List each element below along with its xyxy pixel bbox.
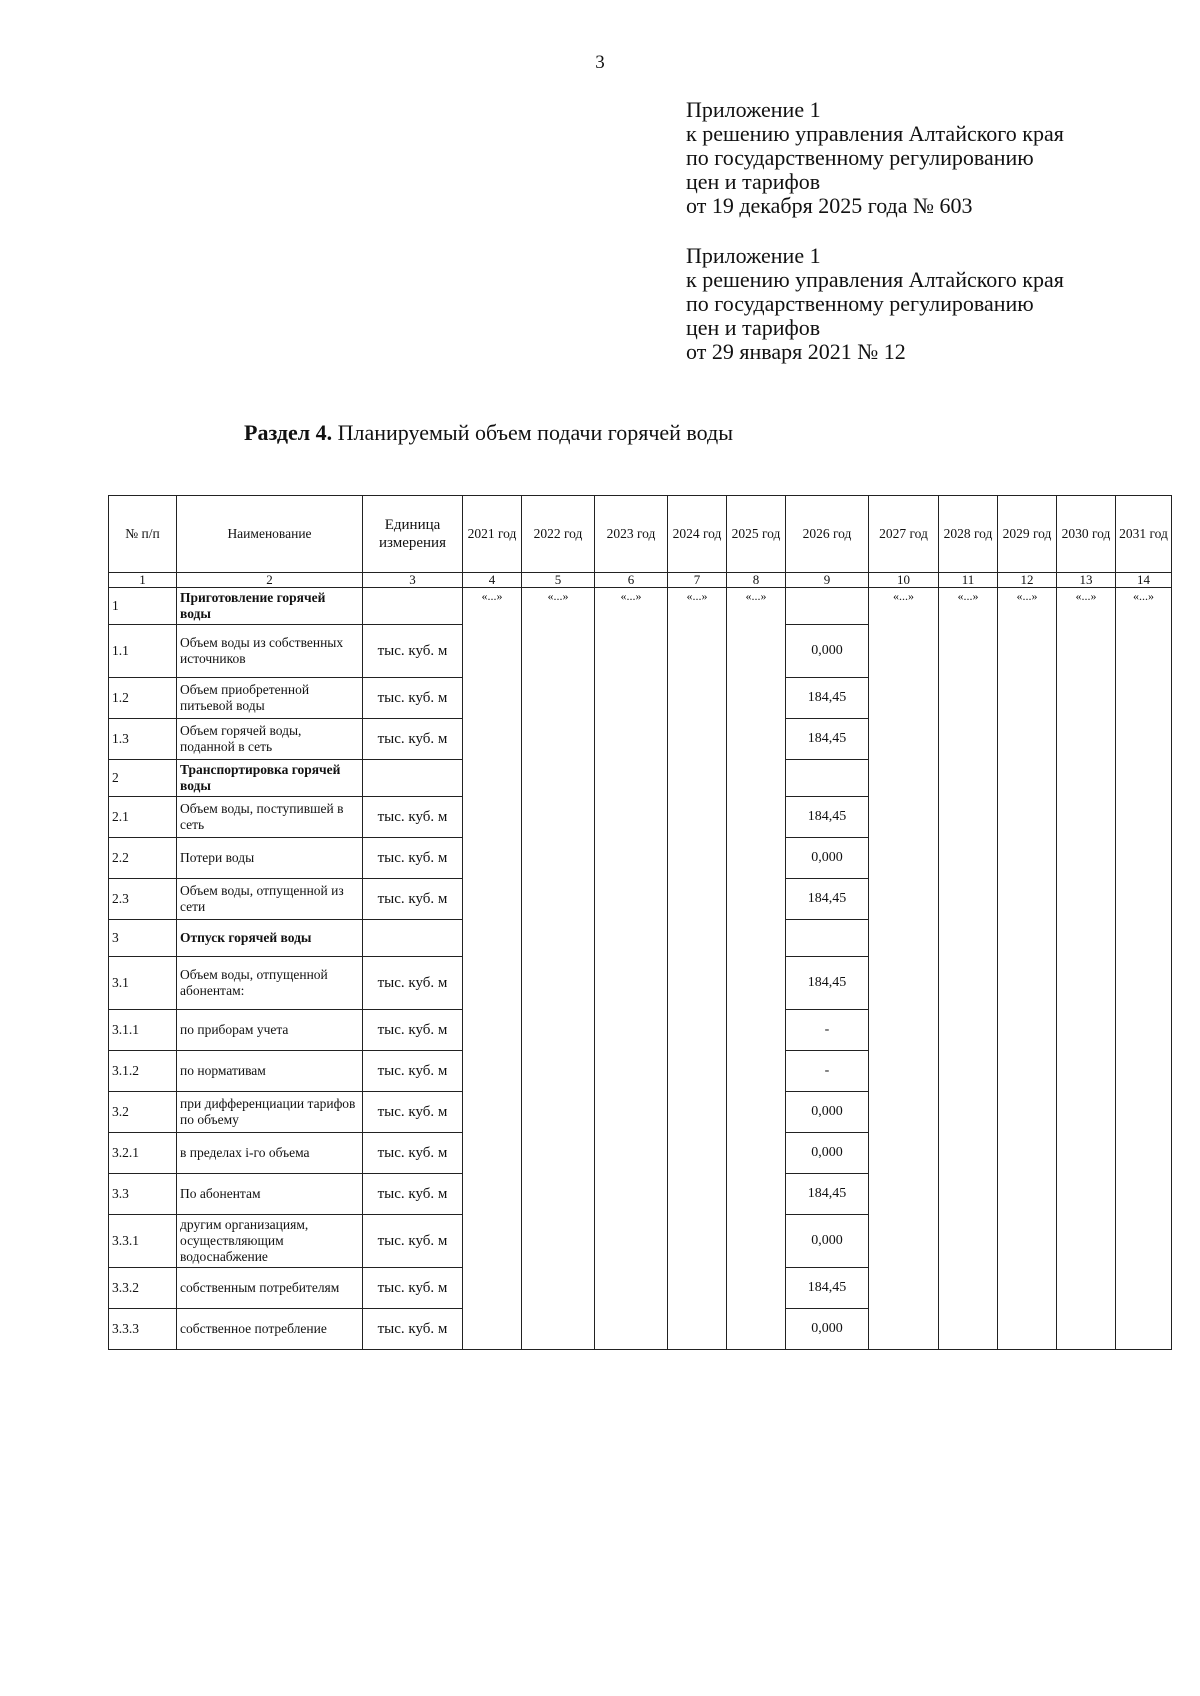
row-name: в пределах i-го объема	[177, 1133, 363, 1174]
placeholder-cell: «...»	[1057, 588, 1116, 1350]
column-number: 5	[522, 573, 595, 588]
appendix-line: от 19 декабря 2025 года № 603	[686, 193, 973, 218]
header-year: 2024 год	[668, 496, 727, 573]
header-row	[109, 496, 1172, 573]
row-value-2026: 184,45	[786, 1268, 869, 1309]
appendix-line: к решению управления Алтайского края	[686, 121, 1064, 146]
row-unit: тыс. куб. м	[363, 1268, 463, 1309]
row-unit: тыс. куб. м	[363, 1051, 463, 1092]
row-number: 3	[109, 920, 177, 957]
row-value-2026	[786, 920, 869, 957]
row-number: 3.3.1	[109, 1215, 177, 1268]
appendix-line: по государственному регулированию	[686, 291, 1034, 316]
header-unit: Единица измерения	[363, 496, 463, 573]
row-unit	[363, 760, 463, 797]
row-name: Объем приобретенной питьевой воды	[177, 678, 363, 719]
appendix-line: Приложение 1	[686, 97, 821, 122]
row-number: 2	[109, 760, 177, 797]
row-unit: тыс. куб. м	[363, 797, 463, 838]
page-number: 3	[595, 52, 605, 73]
column-number: 2	[177, 573, 363, 588]
row-number: 1.2	[109, 678, 177, 719]
row-unit: тыс. куб. м	[363, 957, 463, 1010]
row-unit: тыс. куб. м	[363, 1174, 463, 1215]
header-year: 2027 год	[869, 496, 939, 573]
row-name: Объем воды из собственных источников	[177, 625, 363, 678]
row-value-2026: 184,45	[786, 797, 869, 838]
column-number: 12	[998, 573, 1057, 588]
row-name: По абонентам	[177, 1174, 363, 1215]
row-number: 1.3	[109, 719, 177, 760]
row-value-2026: 184,45	[786, 1174, 869, 1215]
placeholder-cell: «...»	[727, 588, 786, 1350]
placeholder-cell: «...»	[998, 588, 1057, 1350]
row-number: 2.3	[109, 879, 177, 920]
row-unit: тыс. куб. м	[363, 838, 463, 879]
row-name: собственное потребление	[177, 1309, 363, 1350]
header-year: 2030 год	[1057, 496, 1116, 573]
header-year: 2022 год	[522, 496, 595, 573]
row-number: 1.1	[109, 625, 177, 678]
row-number: 3.2	[109, 1092, 177, 1133]
row-name: Объем горячей воды, поданной в сеть	[177, 719, 363, 760]
column-number: 8	[727, 573, 786, 588]
placeholder-cell: «...»	[869, 588, 939, 1350]
column-number: 7	[668, 573, 727, 588]
header-year: 2028 год	[939, 496, 998, 573]
row-unit	[363, 588, 463, 625]
row-number: 3.3	[109, 1174, 177, 1215]
header-year: 2023 год	[595, 496, 668, 573]
appendix-reference-original	[686, 244, 1064, 364]
row-name: при дифференциации тарифов по объему	[177, 1092, 363, 1133]
row-unit: тыс. куб. м	[363, 879, 463, 920]
appendix-line: цен и тарифов	[686, 315, 821, 340]
table-row	[109, 588, 1172, 625]
column-number-row	[109, 573, 1172, 588]
header-year: 2021 год	[463, 496, 522, 573]
column-number: 13	[1057, 573, 1116, 588]
row-value-2026: 184,45	[786, 879, 869, 920]
row-value-2026: 0,000	[786, 625, 869, 678]
placeholder-cell: «...»	[1116, 588, 1172, 1350]
row-unit: тыс. куб. м	[363, 1092, 463, 1133]
row-name: Объем воды, отпущенной абонентам:	[177, 957, 363, 1010]
row-name: Объем воды, отпущенной из сети	[177, 879, 363, 920]
row-number: 3.3.3	[109, 1309, 177, 1350]
row-name: Приготовление горячей воды	[177, 588, 363, 625]
row-value-2026: 184,45	[786, 678, 869, 719]
placeholder-cell: «...»	[522, 588, 595, 1350]
appendix-reference-current	[686, 98, 1064, 218]
column-number: 11	[939, 573, 998, 588]
column-number: 1	[109, 573, 177, 588]
water-supply-table	[108, 495, 1172, 1350]
placeholder-cell: «...»	[463, 588, 522, 1350]
row-value-2026: -	[786, 1051, 869, 1092]
appendix-line: к решению управления Алтайского края	[686, 267, 1064, 292]
section-label: Раздел 4.	[244, 420, 333, 445]
row-number: 3.3.2	[109, 1268, 177, 1309]
row-unit: тыс. куб. м	[363, 678, 463, 719]
row-unit: тыс. куб. м	[363, 1133, 463, 1174]
appendix-line: цен и тарифов	[686, 169, 821, 194]
column-number: 14	[1116, 573, 1172, 588]
appendix-line: от 29 января 2021 № 12	[686, 339, 906, 364]
header-year: 2026 год	[786, 496, 869, 573]
row-value-2026: 0,000	[786, 1215, 869, 1268]
row-number: 2.1	[109, 797, 177, 838]
row-unit: тыс. куб. м	[363, 625, 463, 678]
row-unit: тыс. куб. м	[363, 719, 463, 760]
row-name: Потери воды	[177, 838, 363, 879]
row-value-2026: 0,000	[786, 1133, 869, 1174]
appendix-line: Приложение 1	[686, 243, 821, 268]
row-value-2026	[786, 760, 869, 797]
row-value-2026: 184,45	[786, 957, 869, 1010]
section-title	[244, 420, 733, 446]
row-value-2026: 0,000	[786, 1092, 869, 1133]
row-name: Отпуск горячей воды	[177, 920, 363, 957]
row-name: по приборам учета	[177, 1010, 363, 1051]
section-heading: Планируемый объем подачи горячей воды	[337, 420, 734, 445]
row-value-2026	[786, 588, 869, 625]
row-number: 3.1.2	[109, 1051, 177, 1092]
row-name: Транспортировка горячей воды	[177, 760, 363, 797]
header-year: 2029 год	[998, 496, 1057, 573]
table-body	[109, 588, 1172, 1350]
row-value-2026: -	[786, 1010, 869, 1051]
placeholder-cell: «...»	[595, 588, 668, 1350]
row-number: 3.1.1	[109, 1010, 177, 1051]
row-number: 2.2	[109, 838, 177, 879]
appendix-line: по государственному регулированию	[686, 145, 1034, 170]
row-name: собственным потребителям	[177, 1268, 363, 1309]
row-name: по нормативам	[177, 1051, 363, 1092]
header-num: № п/п	[109, 496, 177, 573]
row-number: 1	[109, 588, 177, 625]
header-year: 2031 год	[1116, 496, 1172, 573]
placeholder-cell: «...»	[668, 588, 727, 1350]
row-name: другим организациям, осуществляющим водоснабжение	[177, 1215, 363, 1268]
column-number: 9	[786, 573, 869, 588]
row-value-2026: 0,000	[786, 1309, 869, 1350]
row-number: 3.2.1	[109, 1133, 177, 1174]
column-number: 3	[363, 573, 463, 588]
row-unit: тыс. куб. м	[363, 1215, 463, 1268]
row-unit	[363, 920, 463, 957]
header-year: 2025 год	[727, 496, 786, 573]
row-number: 3.1	[109, 957, 177, 1010]
row-unit: тыс. куб. м	[363, 1309, 463, 1350]
row-name: Объем воды, поступившей в сеть	[177, 797, 363, 838]
column-number: 6	[595, 573, 668, 588]
column-number: 10	[869, 573, 939, 588]
column-number: 4	[463, 573, 522, 588]
row-value-2026: 0,000	[786, 838, 869, 879]
row-unit: тыс. куб. м	[363, 1010, 463, 1051]
placeholder-cell: «...»	[939, 588, 998, 1350]
row-value-2026: 184,45	[786, 719, 869, 760]
header-name: Наименование	[177, 496, 363, 573]
